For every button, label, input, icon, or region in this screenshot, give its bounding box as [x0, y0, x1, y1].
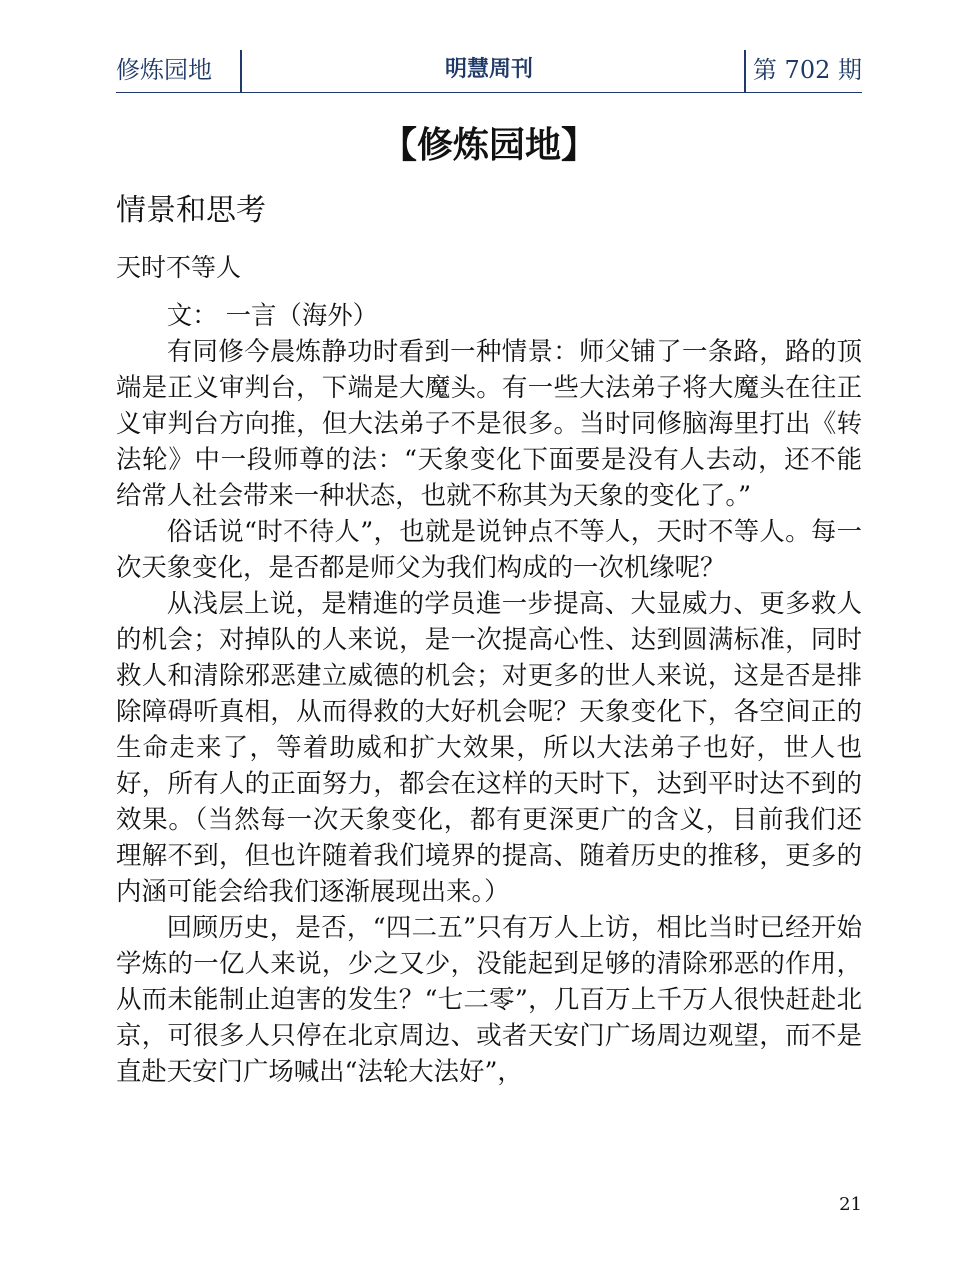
page-number: 21 — [839, 1194, 862, 1215]
header-section-name: 修炼园地 — [116, 56, 212, 84]
header-publication-name: 明慧周刊 — [444, 57, 533, 82]
paragraph: 有同修今晨炼静功时看到一种情景：师父铺了一条路，路的顶端是正义审判台，下端是大魔头。有一些大法弟子将大魔头在往正义审判台方向推，但大法弟子不是很多。当时同修脑海里打出《转法轮》中一段师尊的法：“天象变化下面要是没有人去动，还不能给常人社会带来一种状态，也就不称其为天象的变化了。” — [116, 336, 862, 510]
header-issue-number: 第 702 期 — [752, 56, 862, 84]
article-author: 文： 一言（海外） — [166, 300, 378, 330]
paragraph: 回顾历史，是否，“四二五”只有万人上访，相比当时已经开始学炼的一亿人来说，少之又少，没能起到足够的清除邪恶的作用，从而未能制止迫害的发生？“七二零”，几百万上千万人很快赶赴北京，可很多人只停在北京周边、或者天安门广场周边观望，而不是直赴天安门广场喊出“法轮大法好”， — [116, 912, 862, 1086]
article-body — [116, 297, 862, 1089]
sub-title: 情景和思考 — [116, 193, 266, 228]
paragraph: 从浅层上说，是精進的学员進一步提高、大显威力、更多救人的机会；对掉队的人来说，是一次提高心性、达到圆满标准，同时救人和清除邪恶建立威德的机会；对更多的世人来说，这是否是排除障碍听真相，从而得救的大好机会呢？天象变化下，各空间正的生命走来了，等着助威和扩大效果，所以大法弟子也好，世人也好，所有人的正面努力，都会在这样的天时下，达到平时达不到的效果。（当然每一次天象变化，都有更深更广的含义，目前我们还理解不到，但也许随着我们境界的提高、随着历史的推移，更多的内涵可能会给我们逐渐展现出来。） — [116, 588, 862, 906]
paragraph: 俗话说“时不待人”，也就是说钟点不等人，天时不等人。每一次天象变化，是否都是师父为我们构成的一次机缘呢？ — [116, 516, 862, 582]
header-divider-right — [744, 50, 746, 92]
article-title: 天时不等人 — [116, 253, 242, 282]
page-header — [116, 50, 862, 93]
section-title: 【修炼园地】 — [380, 125, 597, 166]
